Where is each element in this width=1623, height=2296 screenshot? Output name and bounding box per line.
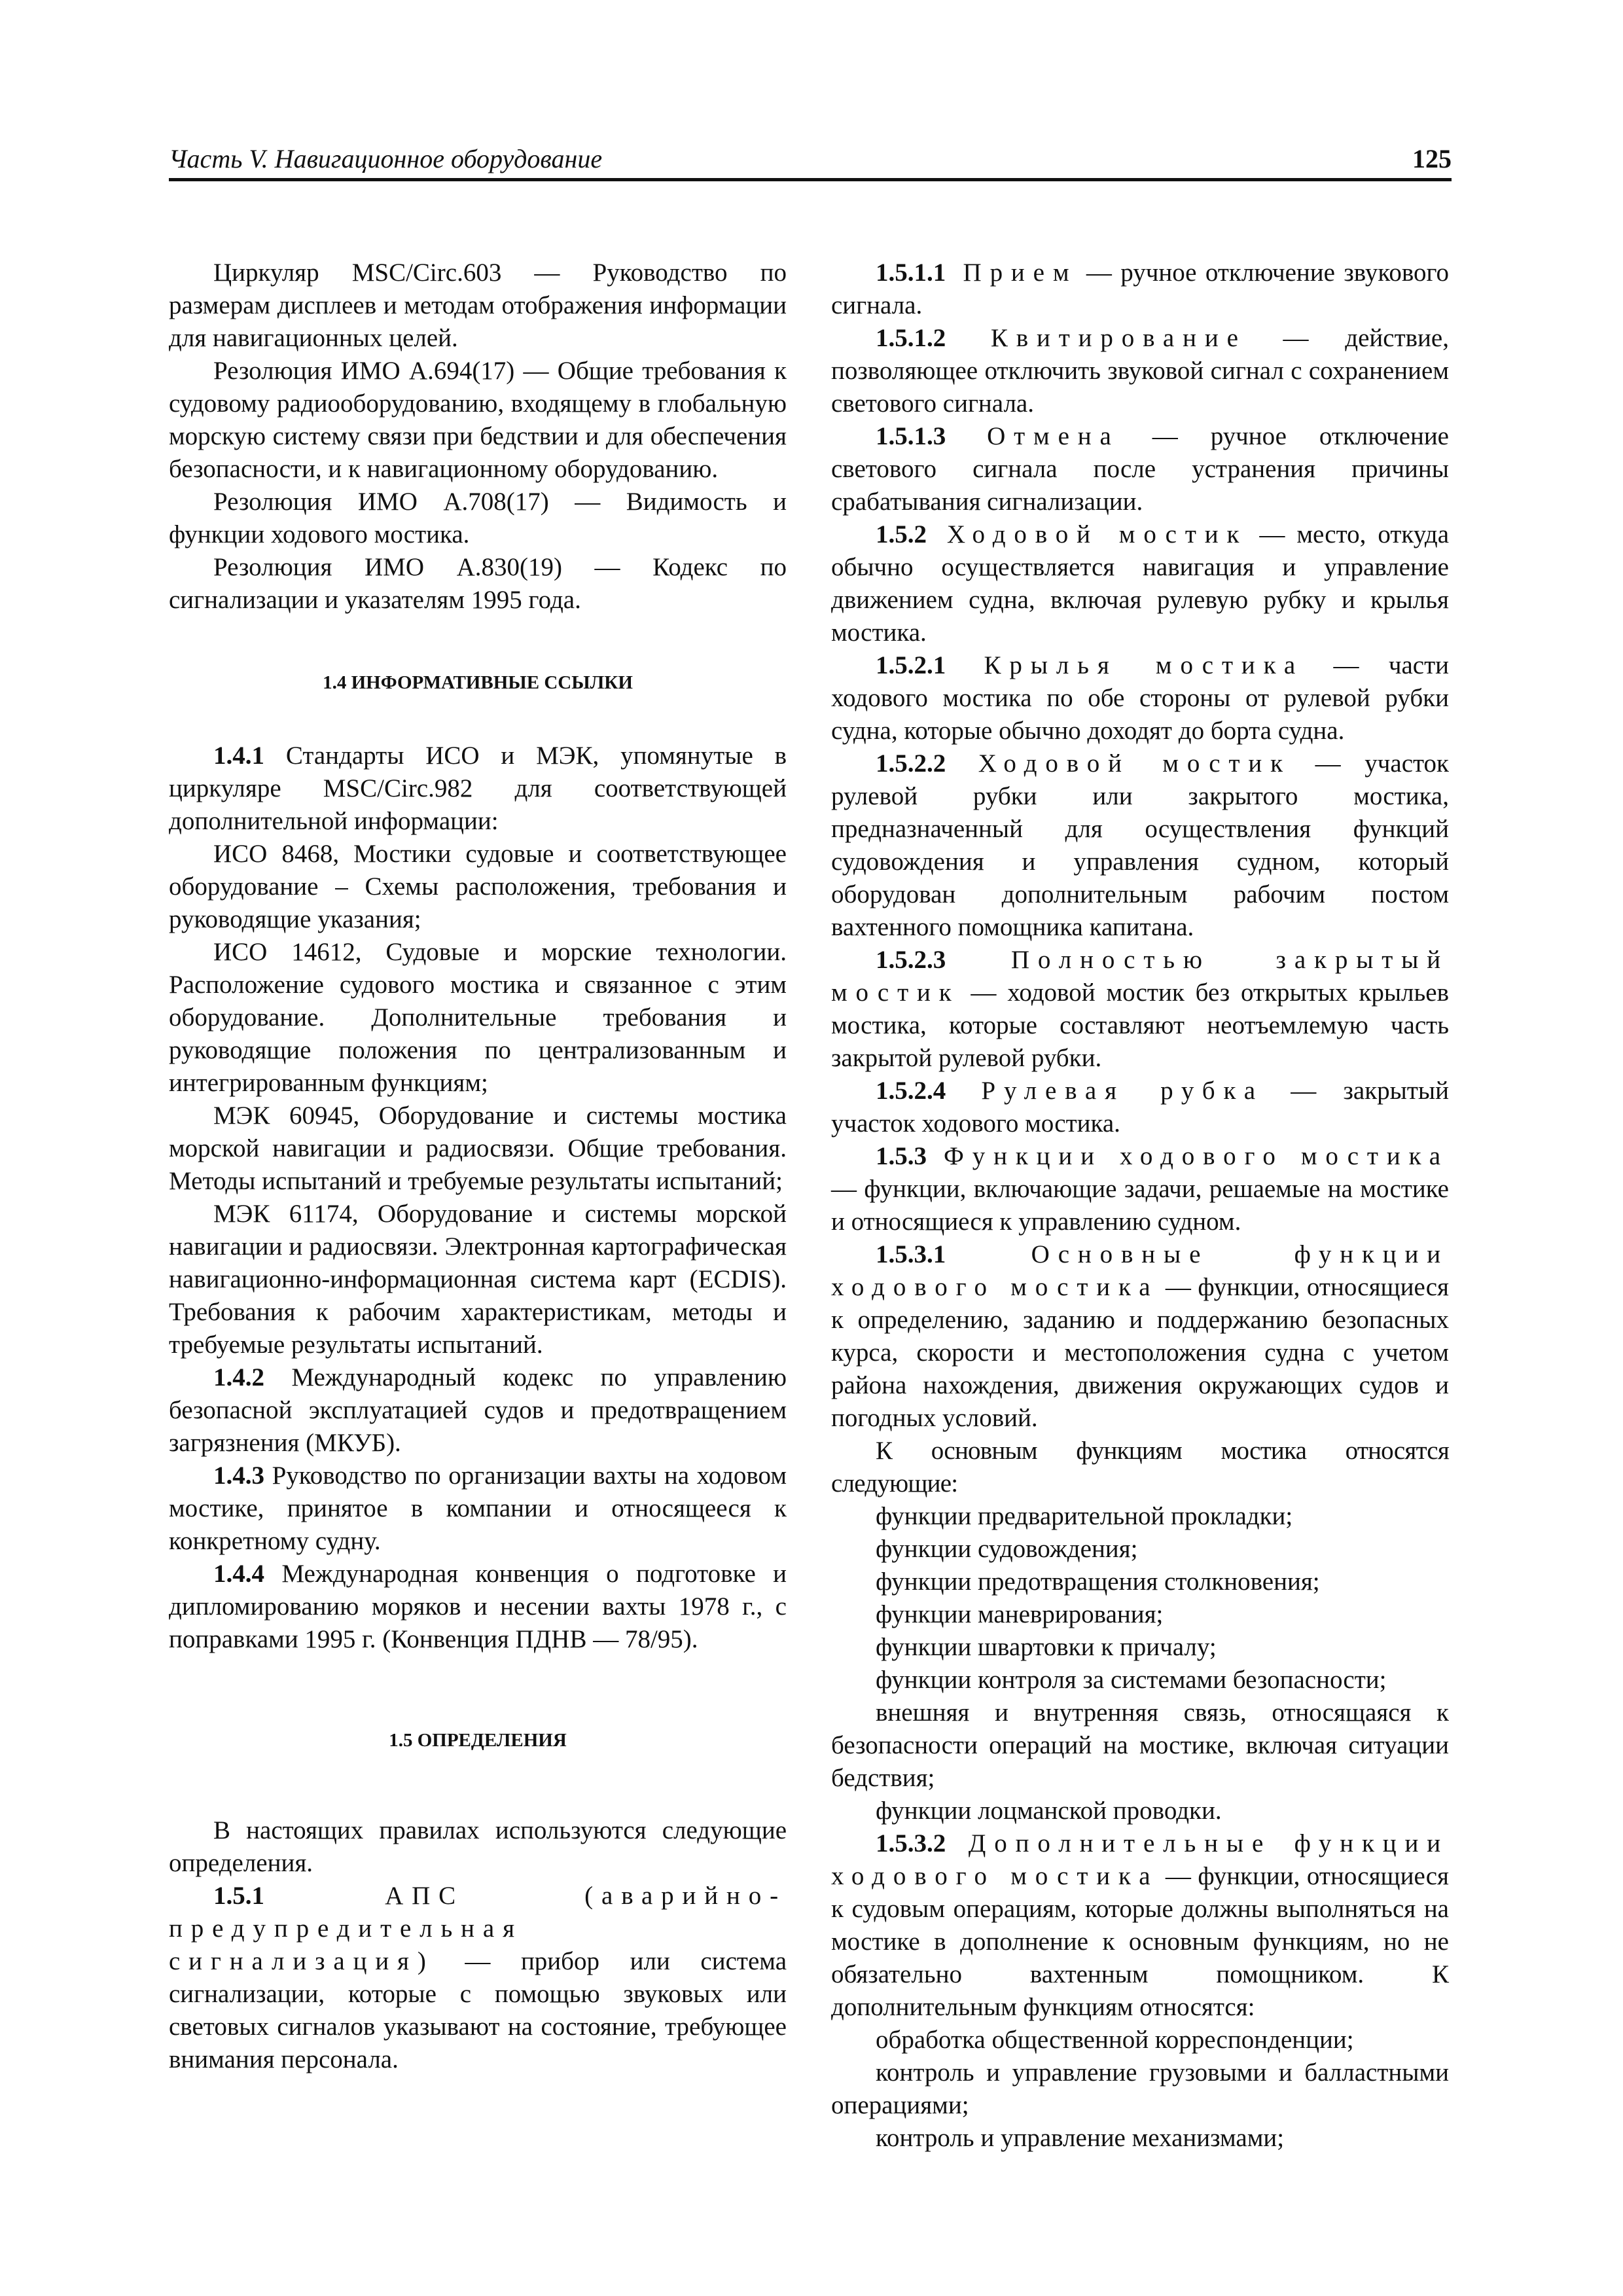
definition-text: — функции, относящиеся к судовым операциям, которые должны выполняться на мостике в дополнение к основным функциям, но не обязательно вахтенным помощником. К дополнительным функциям относятся: — [831, 1862, 1449, 2021]
definition-1-5-3-2 — [831, 1827, 1449, 2024]
section-heading-1-4: 1.4 ИНФОРМАТИВНЫЕ ССЫЛКИ — [323, 672, 633, 693]
definition-text: — ходовой мостик без открытых крыльев мостика, которые составляют неотъемлемую часть закрытой рулевой рубки. — [831, 978, 1449, 1072]
paragraph-number: 1.5.1.1 — [876, 259, 946, 287]
definition-1-5-3 — [831, 1140, 1449, 1238]
definition-term: Дополнительные функции ходового мостика — [831, 1829, 1449, 1890]
definition-term: АПС (аварийно-предупредительная сигнализация) — [169, 1882, 787, 1975]
definition-1-5-2 — [831, 518, 1449, 649]
definition-1-5-3-1 — [831, 1238, 1449, 1435]
paragraph-number: 1.5.2 — [876, 520, 927, 548]
definition-term: Крылья мостика — [946, 651, 1304, 679]
definition-1-5-2-1 — [831, 649, 1449, 747]
definition-term: Функции ходового мостика — [927, 1142, 1449, 1170]
paragraph-text: Международный кодекс по управлению безопасной эксплуатацией судов и предотвращением загрязнения (МКУБ). — [169, 1363, 787, 1457]
running-title: Часть V. Навигационное оборудование — [169, 144, 603, 173]
definition-text: — ручное отключение звукового сигнала. — [831, 259, 1449, 319]
paragraph-1-4-3 — [169, 1460, 787, 1558]
page-number: 125 — [1412, 144, 1452, 173]
definition-term: Квитирование — [946, 324, 1247, 352]
definition-text: — части ходового мостика по обе стороны от рулевой рубки судна, которые обычно доходят до борта судна. — [831, 651, 1449, 745]
list-item: функции швартовки к причалу; — [876, 1633, 1217, 1661]
list-item: функции предотвращения столкновения; — [876, 1568, 1320, 1596]
paragraph-number: 1.5.2.4 — [876, 1077, 946, 1105]
section-heading-1-5: 1.5 ОПРЕДЕЛЕНИЯ — [389, 1730, 567, 1751]
list-item: контроль и управление грузовыми и балластными операциями; — [831, 2058, 1449, 2119]
paragraph-number: 1.5.2.2 — [876, 749, 946, 778]
definition-text: — ручное отключение светового сигнала после устранения причины срабатывания сигнализации. — [831, 422, 1449, 516]
page-header — [169, 145, 1452, 181]
definition-1-5-1-2 — [831, 322, 1449, 420]
paragraph-1-4-1 — [169, 740, 787, 838]
list-item: функции предварительной прокладки; — [876, 1502, 1293, 1530]
paragraph-number: 1.5.1.3 — [876, 422, 946, 450]
definition-term: Полностью закрытый мостик — [831, 946, 1449, 1007]
paragraph-number: 1.5.2.1 — [876, 651, 946, 679]
definition-text: — функции, включающие задачи, решаемые на мостике и относящиеся к управлению судном. — [831, 1175, 1449, 1236]
definition-term: Рулевая рубка — [946, 1077, 1264, 1105]
definition-text: — прибор или система сигнализации, которые с помощью звуковых или световых сигналов указывают на состояние, требующее внимания персонала. — [169, 1947, 787, 2073]
paragraph-number: 1.4.4 — [213, 1560, 264, 1588]
definition-1-5-2-4 — [831, 1075, 1449, 1140]
paragraph-number: 1.4.3 — [213, 1462, 264, 1490]
definition-text: — участок рулевой рубки или закрытого мостика, предназначенный для осуществления функций судовождения и управления судном, который оборудован дополнительным рабочим постом вахтенного помощника капитана. — [831, 749, 1449, 941]
definition-1-5-1-1 — [831, 257, 1449, 322]
definition-1-5-2-2 — [831, 747, 1449, 944]
right-column — [831, 257, 1449, 2155]
paragraph-text: Руководство по организации вахты на ходовом мостике, принятое в компании и относящееся к конкретному судну. — [169, 1462, 787, 1555]
definition-text: — функции, относящиеся к определению, заданию и поддержанию безопасных курса, скорости и местоположения судна с учетом района нахождения, движения окружающих судов и погодных условий. — [831, 1273, 1449, 1432]
definition-1-5-2-3 — [831, 944, 1449, 1075]
list-item: контроль и управление механизмами; — [876, 2124, 1285, 2152]
definition-text: — закрытый участок ходового мостика. — [831, 1077, 1450, 1138]
paragraph-1-4-2 — [169, 1361, 787, 1460]
ref-imo-a830: Резолюция ИМО А.830(19) — Кодекс по сигнализации и указателям 1995 года. — [169, 553, 787, 614]
paragraph-number: 1.5.1.2 — [876, 324, 946, 352]
definition-text: — место, откуда обычно осуществляется навигация и управление движением судна, включая рулевую рубку и крылья мостика. — [831, 520, 1449, 647]
paragraph-number: 1.5.3.2 — [876, 1829, 946, 1857]
paragraph-number: 1.5.3 — [876, 1142, 927, 1170]
list-item: обработка общественной корреспонденции; — [876, 2026, 1354, 2054]
paragraph-number: 1.4.1 — [213, 742, 264, 770]
ref-imo-a708: Резолюция ИМО А.708(17) — Видимость и функции ходового мостика. — [169, 488, 787, 548]
list-item: функции маневрирования; — [876, 1600, 1164, 1628]
ref-msc-circ-603: Циркуляр MSC/Circ.603 — Руководство по размерам дисплеев и методам отображения информации для навигационных целей. — [169, 259, 787, 352]
list-item-pilotage: функции лоцманской проводки. — [876, 1797, 1222, 1825]
paragraph-text: Стандарты ИСО и МЭК, упомянутые в циркуляре MSC/Circ.982 для соответствующей дополнительной информации: — [169, 742, 787, 835]
left-column — [169, 257, 787, 2076]
paragraph-number: 1.5.3.1 — [876, 1240, 946, 1268]
paragraph-number: 1.5.2.3 — [876, 946, 946, 974]
ref-iso-14612: ИСО 14612, Судовые и морские технологии. Расположение судового мостика и связанное с этим оборудование. Дополнительные требования и руководящие положения по централизованным и интегрированным функциям; — [169, 938, 787, 1097]
list-item-communication: внешняя и внутренняя связь, относящаяся к безопасности операций на мостике, включая ситуации бедствия; — [831, 1698, 1449, 1792]
ref-iec-60945: МЭК 60945, Оборудование и системы мостика морской навигации и радиосвязи. Общие требования. Методы испытаний и требуемые результаты испытаний; — [169, 1102, 787, 1195]
ref-iso-8468: ИСО 8468, Мостики судовые и соответствующее оборудование – Схемы расположения, требования и руководящие указания; — [169, 840, 787, 933]
ref-imo-a694: Резолюция ИМО А.694(17) — Общие требования к судовому радиооборудованию, входящему в глобальную морскую систему связи при бедствии и для обеспечения безопасности, и к навигационному оборудованию. — [169, 357, 787, 483]
definition-term: Ходовой мостик — [946, 749, 1291, 778]
list-item: функции контроля за системами безопасности; — [876, 1666, 1387, 1694]
main-functions-intro: К основным функциям мостика относятся следующие: — [831, 1437, 1449, 1498]
definitions-intro: В настоящих правилах используются следующие определения. — [169, 1816, 787, 1877]
definition-term: Ходовой мостик — [927, 520, 1248, 548]
definition-1-5-1-3 — [831, 420, 1449, 518]
paragraph-1-4-4 — [169, 1558, 787, 1656]
definition-1-5-1 — [169, 1880, 787, 2076]
definition-term: Основные функции ходового мостика — [831, 1240, 1449, 1301]
definition-text: — действие, позволяющее отключить звуковой сигнал с сохранением светового сигнала. — [831, 324, 1449, 418]
list-item: функции судовождения; — [876, 1535, 1138, 1563]
definition-term: Отмена — [946, 422, 1120, 450]
ref-iec-61174: МЭК 61174, Оборудование и системы морской навигации и радиосвязи. Электронная картографическая навигационно-информационная система карт (ECDIS). Требования к рабочим характеристикам, методы и требуемые результаты испытаний. — [169, 1200, 787, 1359]
definition-term: Прием — [946, 259, 1078, 287]
paragraph-number: 1.5.1 — [213, 1882, 264, 1910]
paragraph-text: Международная конвенция о подготовке и дипломированию моряков и несении вахты 1978 г., с поправками 1995 г. (Конвенция ПДНВ — 78/95). — [169, 1560, 787, 1653]
paragraph-number: 1.4.2 — [213, 1363, 264, 1391]
